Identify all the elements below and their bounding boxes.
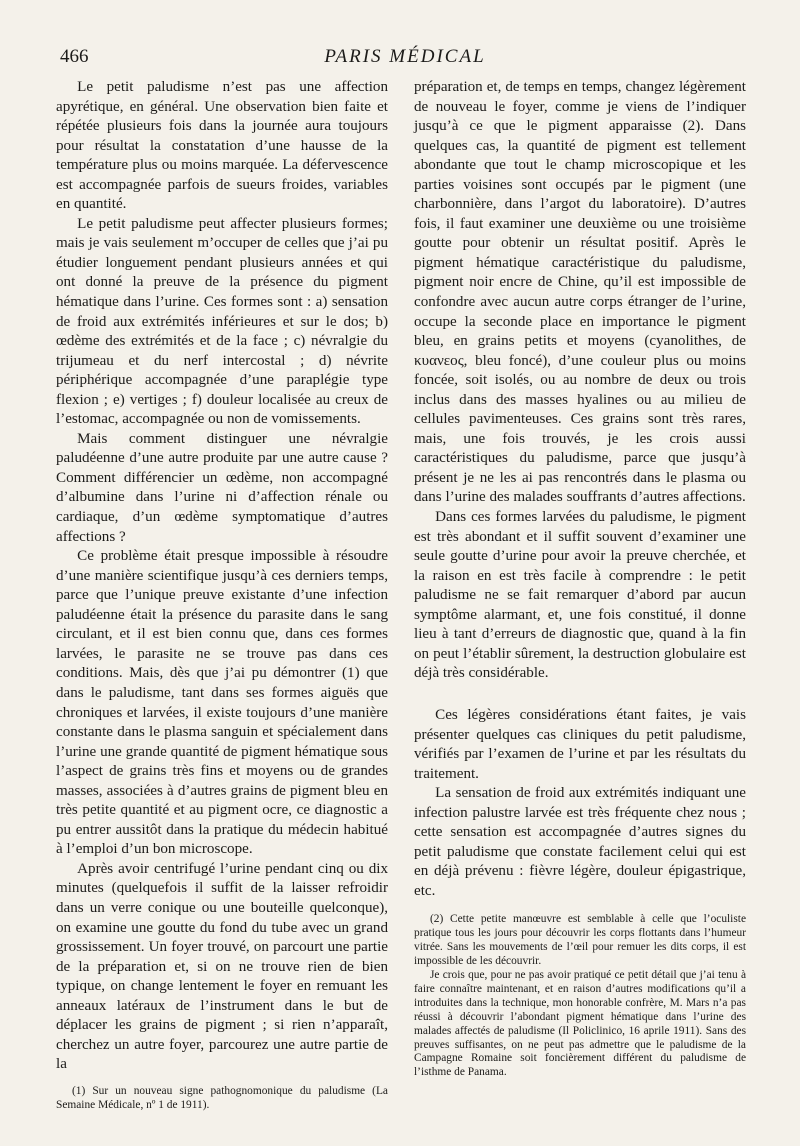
body-paragraph: Ces légères considérations étant faites, je vais présenter quelques cas cliniques du petit paludisme, vérifiés par l’examen de l’urine et par les résultats du traitement. xyxy=(414,706,746,782)
body-paragraph: Après avoir centrifugé l’urine pendant cinq ou dix minutes (quelquefois il suffit de la laisser refroidir dans un verre conique ou une bouteille quelconque), on examine une goutte du fond du tube avec un grand grossissement. Un foyer trouvé, on parcourt une partie de la préparation et, si on ne trouve rien de bien typique, on change lentement le foyer en remuant les anneaux latéraux de l’instrument dans le but de déplacer les grains de pigment ; si rien n’apparaît, cherchez un autre foyer, parcourez une autre partie de la xyxy=(56,860,388,1073)
body-paragraph: Mais comment distinguer une névralgie paludéenne d’une autre produite par une autre cause ? Comment différencier un œdème, non accompagné d’albumine dans l’urine ni d’affection rénale ou cardiaque, d’un œdème symptomatique d’autres affections ? xyxy=(56,430,388,545)
footnote-2: (2) Cette petite manœuvre est semblable à celle que l’oculiste pratique tous les jours pour découvrir les corps flottants dans l’humeur vitrée. Sans les mouvements de l’œil pour remuer les dits corps, il est impossible de les découvrir. xyxy=(414,913,746,968)
body-paragraph: Ce problème était presque impossible à résoudre d’une manière scientifique jusqu’à ces derniers temps, parce que l’unique preuve existante d’une infection paludéenne était la présence du parasite dans le sang circulant, et il est bien connu que, dans ces formes larvées, le parasite ne se trouve pas dans ces conditions. Mais, dès que j’ai pu démontrer (1) que dans le paludisme, tant dans ses formes aiguës que chroniques et larvées, il existe toujours d’une manière constante dans le plasma sanguin et spécialement dans l’urine une grande quantité de pigment hématique sous l’aspect de grains très fins et moyens ou de grandes masses, associées à d’autres grains de pigment bleu en très petite quantité et au pigment ocre, ce diagnostic a pu entrer aussitôt dans la pratique du médecin habitué à l’emploi d’un bon microscope. xyxy=(56,548,388,858)
right-column xyxy=(414,78,746,1080)
page-number: 466 xyxy=(60,46,89,67)
running-header xyxy=(60,44,750,74)
body-paragraph: préparation et, de temps en temps, changez légèrement de nouveau le foyer, comme je viens de l’indiquer jusqu’à ce que le pigment apparaisse (2). Dans quelques cas, la quantité de pigment est tellement abondante que tout le champ microscopique et les parties voisines sont occupés par le pigment (une charbonnière, dans l’argot du laboratoire). D’autres fois, il faut examiner une deuxième ou une troisième goutte pour obtenir un résultat positif. Après le pigment hématique caractéristique du paludisme, pigment noir encre de Chine, qu’il est impossible de confondre avec aucun autre corps étranger de l’urine, occupe la seconde place en importance le pigment bleu, en grains petits et moyens (cyanolithes, de κυανεος, bleu foncé), d’une couleur plus ou moins foncée, soit isolés, ou au nombre de deux ou trois inclus dans des masses hyalines ou au milieu de cellules pavimenteuses. Ces grains sont très rares, mais, une fois trouvés, je les crois aussi caractéristiques du paludisme, parce que jusqu’à présent je ne les ai pas rencontrés dans le plasma ou dans l’urine des malades souffrants d’autres affections. xyxy=(414,79,746,506)
journal-title: PARIS MÉDICAL xyxy=(324,46,486,67)
body-paragraph: Le petit paludisme peut affecter plusieurs formes; mais je vais seulement m’occuper de celles que j’ai pu étudier longuement pendant plusieurs années et qui ont donné la preuve de la présence du pigment hématique dans l’urine. Ces formes sont : a) sensation de froid aux extrémités inférieures et sur le dos; b) œdème des extrémités et de la face ; c) névralgie du trijumeau et du nerf intercostal ; d) névrite périphérique accompagnée d’une paraplégie type flexion ; e) vertiges ; f) douleur localisée au creux de l’estomac, accompagnée ou non de vomissements. xyxy=(56,215,388,428)
body-paragraph: Le petit paludisme n’est pas une affection apyrétique, en général. Une observation bien faite et répétée plusieurs fois dans la journée aura toujours pour résultat la constatation d’une hausse de la température plus ou moins marquée. La défervescence est accompagnée parfois de sueurs froides, variables en quantité. xyxy=(56,79,388,213)
left-column xyxy=(56,78,388,1113)
body-paragraph: Dans ces formes larvées du paludisme, le pigment est très abondant et il suffit souvent d’examiner une seule goutte d’urine pour avoir la preuve cherchée, et la raison en est très facile à comprendre : le petit paludisme ne se fait remarquer d’abord par aucun symptôme alarmant, et, une fois constitué, il donne lieu à tant d’erreurs de diagnostic que, quand à la fin on peut l’établir sûrement, la destruction globulaire est déjà très considérable. xyxy=(414,509,746,682)
footnote-2-continued: Je crois que, pour ne pas avoir pratiqué ce petit détail que j’ai tenu à faire connaître maintenant, et en raison d’autres modifications qu’il a introduites dans la technique, mon honorable confrère, M. Mars n’a pas réussi à découvrir l’abondant pigment hématique dans l’urine des malades affectés de paludisme (Il Policlinico, 16 aprile 1911). Sans des preuves suffisantes, on ne peut pas admettre que le paludisme de la Campagne Romaine soit foncièrement différent du paludisme de l’isthme de Panama. xyxy=(414,969,746,1079)
footnote-1: (1) Sur un nouveau signe pathognomonique du paludisme (La Semaine Médicale, nº 1 de 1911). xyxy=(56,1084,388,1111)
body-paragraph: La sensation de froid aux extrémités indiquant une infection palustre larvée est très fréquente chez nous ; cette sensation est accompagnée d’autres signes du petit paludisme que constate facilement celui qui est en déjà prévenu : fièvre légère, douleur épigastrique, etc. xyxy=(414,785,746,899)
